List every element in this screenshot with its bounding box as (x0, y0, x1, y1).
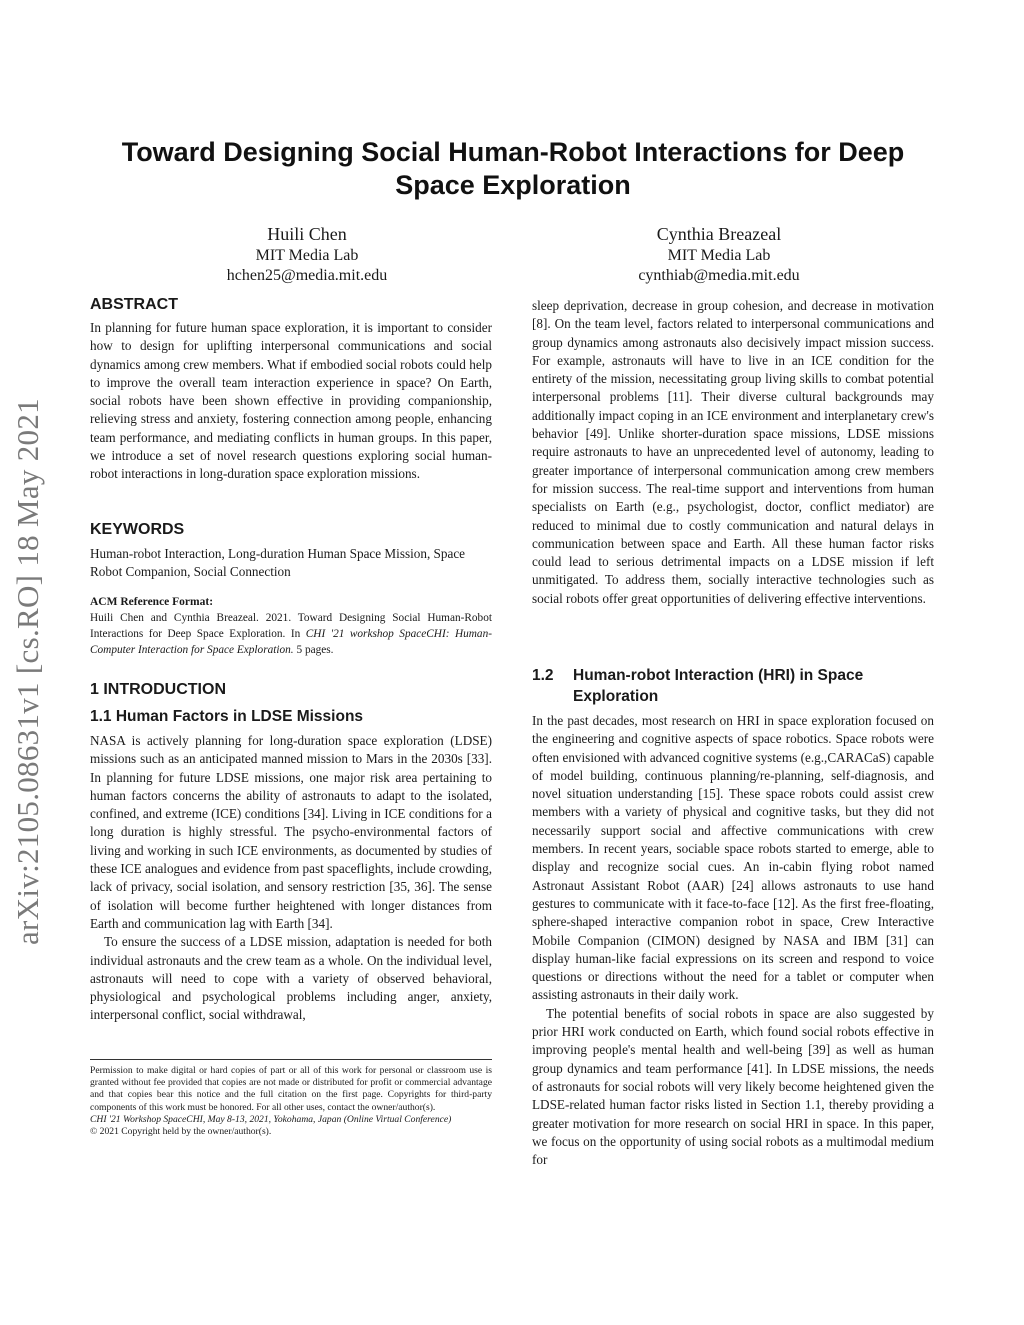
right-paragraph-1: sleep deprivation, decrease in group cohesion, and decrease in motivation [8]. On the team level, factors related to interpersonal communications and group dynamics among astronauts also decisively impact mission success. For example, astronauts will have to live in an ICE condition for the entirety of the mission, necessitating group living skills to combat potential interpersonal problems [11]. Their diverse cultural backgrounds may additionally impact coping in an ICE environment and interplanetary crew's behavior [49]. Unlike shorter-duration space missions, LDSE missions require astronauts to have an unprecedented level of autonomy, leading to greater importance of interpersonal communication among crew members for mission success. The real-time support and interventions from human specialists on Earth (e.g., psychologist, doctor, conflict mediator) are reduced to minimal due to costly communication and natural delays in communication between space and Earth. All these human factor risks could lead to serious detrimental impacts on a LDSE mission if left unmitigated. To address them, socially interactive technologies such as social robots offer great opportunities of delivering effective interventions. (532, 298, 934, 606)
intro-paragraph-1: NASA is actively planning for long-duration space exploration (LDSE) missions such as an anticipated manned mission to Mars in the 2030s [33]. In planning for future LDSE missions, one major risk area pertaining to human factors concerns the ability of astronauts to adapt to the isolated, confined, and extreme (ICE) conditions [34]. Living in ICE conditions for a long duration is highly stressful. The psycho-environmental factors of living and working in such ICE environments, as documented by studies of these ICE analogues and evidence from past spaceflights, include crowding, lack of privacy, social isolation, and sensory restriction [35, 36]. The sense of isolation will become further heightened with longer distances from Earth and communication lag with Earth [34]. (90, 733, 492, 931)
hri-paragraph-2: The potential benefits of social robots in space are also suggested by prior HRI work conducted on Earth, which found social robots effective in improving people's mental health and well-being [39] as well as human group dynamics and team performance [41]. In LDSE missions, the needs of astronauts for social robots will very likely become heightened given the LDSE-related human factor risks listed in Section 1.1, thereby providing a greater motivation for more research on social HRI in space. In this paper, we focus on the opportunity of using social robots as a multimodal medium for (532, 1005, 934, 1168)
keywords-heading: KEYWORDS (90, 521, 185, 538)
abstract-paragraph: In planning for future human space exploration, it is important to consider how to design for uplifting interpersonal communications and social dynamics among crew members. What if embodied social robots could help to improve the overall team interaction experience in space? On Earth, social robots have been shown effective in providing companionship, relieving stress and anxiety, fostering connection among people, enhancing team performance, and mediating conflicts in human groups. In this paper, we introduce a set of novel research questions exploring social human-robot interactions in long-duration space exploration missions. (90, 320, 492, 482)
keywords-list: Human-robot Interaction, Long-duration Human Space Mission, Space Robot Companion, Social Connection (90, 546, 466, 580)
author-2 (569, 222, 869, 286)
paper-title: Toward Designing Social Human-Robot Interactions for Deep Space Exploration (121, 137, 905, 200)
subsection-title: Human-robot Interaction (HRI) in Space Exploration (573, 667, 864, 705)
acm-reference (90, 594, 492, 659)
author-email: hchen25@media.mit.edu (226, 267, 388, 284)
intro-body (90, 732, 492, 1025)
intro-paragraph-2: To ensure the success of a LDSE mission, adaptation is needed for both individual astronauts and the crew team as a whole. On the individual level, astronauts will need to cope with a variety of observed behavioral, physiological and psychological problems including anger, anxiety, interpersonal conflict, social withdrawal, (90, 934, 492, 1023)
author-name: Huili Chen (267, 224, 347, 244)
footnote-venue: CHI '21 Workshop SpaceCHI, May 8-13, 2021, Yokohama, Japan (Online Virtual Conference) (90, 1113, 452, 1125)
right-column-body (532, 297, 934, 608)
subsection-1-2-heading (532, 665, 934, 707)
acm-ref-text (90, 610, 492, 659)
footnote-copyright: © 2021 Copyright held by the owner/author(s). (90, 1126, 272, 1138)
arxiv-stamp: arXiv:2105.08631v1 [cs.RO] 18 May 2021 (10, 398, 45, 945)
author-affiliation: MIT Media Lab (667, 247, 771, 264)
hri-body (532, 712, 934, 1169)
abstract-heading: ABSTRACT (90, 296, 178, 313)
footnote-divider (90, 1059, 492, 1060)
subsection-1-1-heading: 1.1 Human Factors in LDSE Missions (90, 708, 364, 725)
acm-ref-citation: Huili Chen and Cynthia Breazeal. 2021. Toward Designing Social Human-Robot Interactions for Deep Space Exploration. In (90, 612, 492, 641)
section-intro-heading: 1 INTRODUCTION (90, 681, 226, 698)
footnote-permission: Permission to make digital or hard copies of part or all of this work for personal or classroom use is granted without fee provided that copies are not made or distributed for profit or commercial advantage and that copies bear this notice and the full citation on the first page. Copyrights for third-party components of this work must be honored. For all other uses, contact the owner/author(s). (90, 1065, 492, 1113)
acm-ref-heading: ACM Reference Format: (90, 596, 214, 608)
author-affiliation: MIT Media Lab (255, 247, 359, 264)
hri-paragraph-1: In the past decades, most research on HRI in space exploration focused on the engineering and cognitive aspects of space robotics. Space robots were often envisioned with advanced cognitive systems (e.g.,CARACaS) capable of model building, continuous planning/re-planning, self-diagnosis, and novel situation understanding [15]. These space robots could assist crew members with a variety of physical and cognitive tasks, but they did not necessarily support social and affective communications with crew members. In recent years, sociable space robots started to emerge, able to display and recognize social cues. An in-cabin flying robot named Astronaut Assistant Robot (AAR) [24] allows astronauts to use hand gestures to communicate with it face-to-face [12]. As the first free-floating, sphere-shaped interactive companion robot in space, Crew Interactive Mobile Companion (CIMON) designed by NASA and IBM [31] can display human-like facial expressions on its screen and respond to voice questions or directions without the need for a tablet or computer when assisting astronauts in their daily work. (532, 713, 934, 1003)
acm-ref-venue: CHI '21 workshop SpaceCHI: Human-Computer Interaction for Space Exploration. (90, 628, 492, 657)
footnote (90, 1065, 492, 1138)
subsection-number: 1.2 (532, 667, 554, 684)
author-name: Cynthia Breazeal (656, 224, 782, 244)
acm-ref-pages: 5 pages. (293, 644, 334, 657)
abstract-text (90, 319, 492, 484)
author-email: cynthiab@media.mit.edu (638, 267, 800, 284)
keywords-text (90, 545, 492, 582)
author-1 (157, 222, 457, 286)
